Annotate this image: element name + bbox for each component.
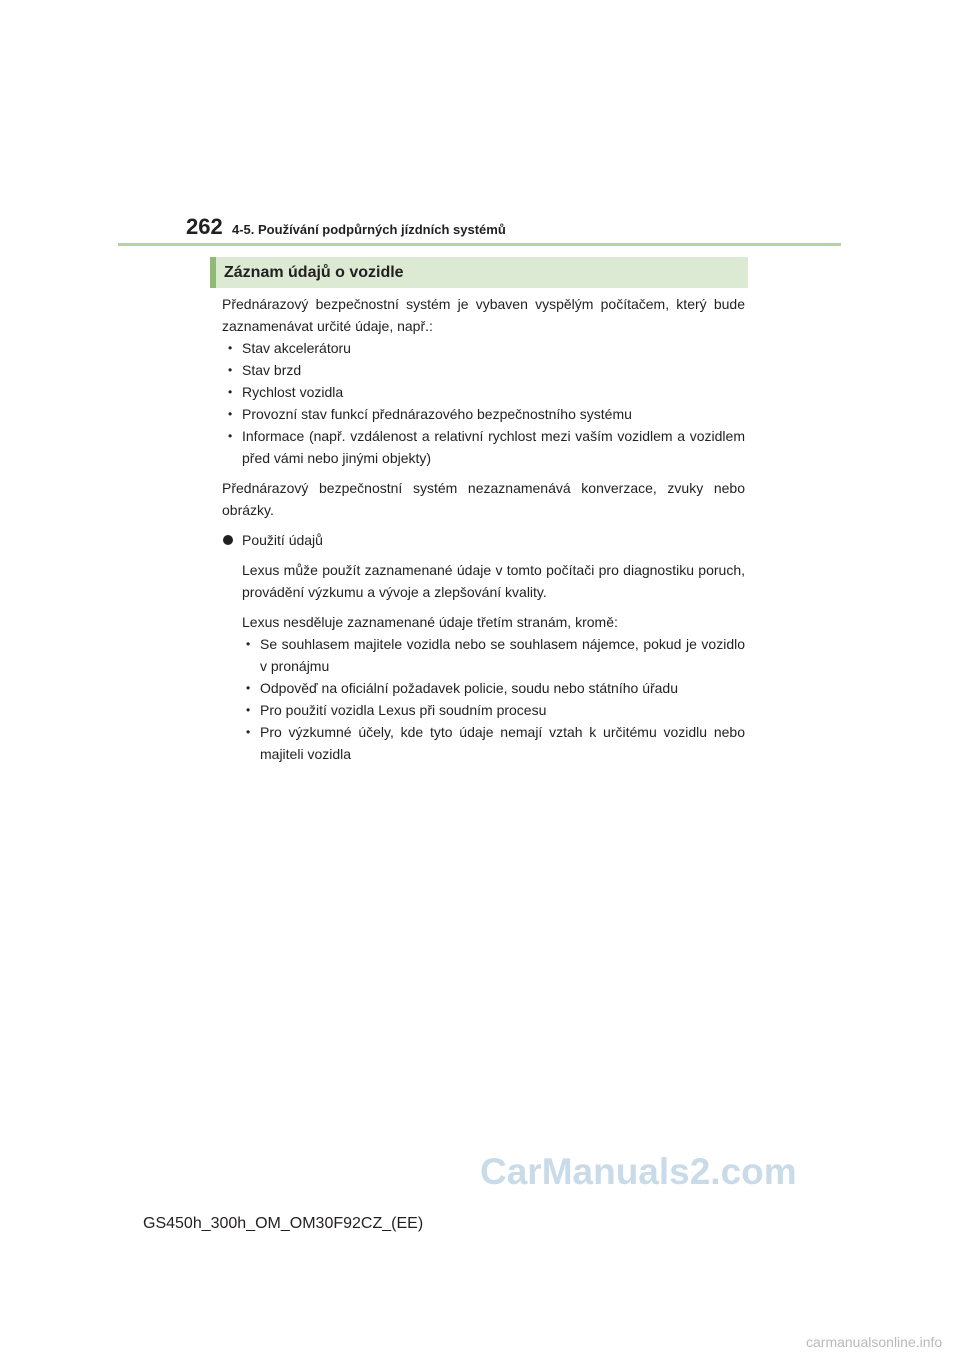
section-title: Záznam údajů o vozidle <box>224 264 404 281</box>
page-number: 262 <box>186 214 223 239</box>
list-item: • Informace (např. vzdálenost a relativní rychlost mezi vaším vozidlem a vozidlem před vámi nebo jinými objekty) <box>242 425 745 469</box>
not-recorded-paragraph: Přednárazový bezpečnostní systém nezaznamenává konverzace, zvuky nebo obrázky. <box>222 480 745 518</box>
page-content <box>222 293 745 765</box>
usage-block <box>222 559 745 765</box>
bullet-circle-icon <box>223 535 233 545</box>
list-item: • Pro použití vozidla Lexus při soudním procesu <box>260 699 745 721</box>
intro-paragraph: Přednárazový bezpečnostní systém je vybaven vyspělým počítačem, který bude zaznamenávat určité údaje, např.: <box>222 296 745 334</box>
list-item: • Pro výzkumné účely, kde tyto údaje nemají vztah k určitému vozidlu nebo majiteli vozidla <box>260 721 745 765</box>
watermark-logo: CarManuals2.com <box>480 1151 797 1192</box>
recorded-items-list <box>222 337 745 469</box>
list-item: • Provozní stav funkcí přednárazového bezpečnostního systému <box>242 403 745 425</box>
usage-heading-text: Použití údajů <box>242 532 323 548</box>
list-item: • Rychlost vozidla <box>242 381 745 403</box>
chapter-title: 4-5. Používání podpůrných jízdních systémů <box>232 222 506 237</box>
disclosure-intro: Lexus nesděluje zaznamenané údaje třetím stranám, kromě: <box>242 614 618 630</box>
disclosure-list <box>242 633 745 765</box>
list-item: • Odpověď na oficiální požadavek policie, soudu nebo státního úřadu <box>260 677 745 699</box>
watermark-site: carmanualsonline.info <box>806 1334 943 1350</box>
usage-paragraph: Lexus může použít zaznamenané údaje v tomto počítači pro diagnostiku poruch, provádění výzkumu a vývoje a zlepšování kvality. <box>242 562 745 600</box>
header-divider <box>118 243 841 246</box>
document-code: GS450h_300h_OM_OM30F92CZ_(EE) <box>143 1215 424 1232</box>
section-heading <box>210 257 748 288</box>
list-item: • Stav brzd <box>242 359 745 381</box>
list-item: • Se souhlasem majitele vozidla nebo se souhlasem nájemce, pokud je vozidlo v pronájmu <box>260 633 745 677</box>
list-item: • Stav akcelerátoru <box>242 337 745 359</box>
usage-subheading <box>222 529 745 551</box>
